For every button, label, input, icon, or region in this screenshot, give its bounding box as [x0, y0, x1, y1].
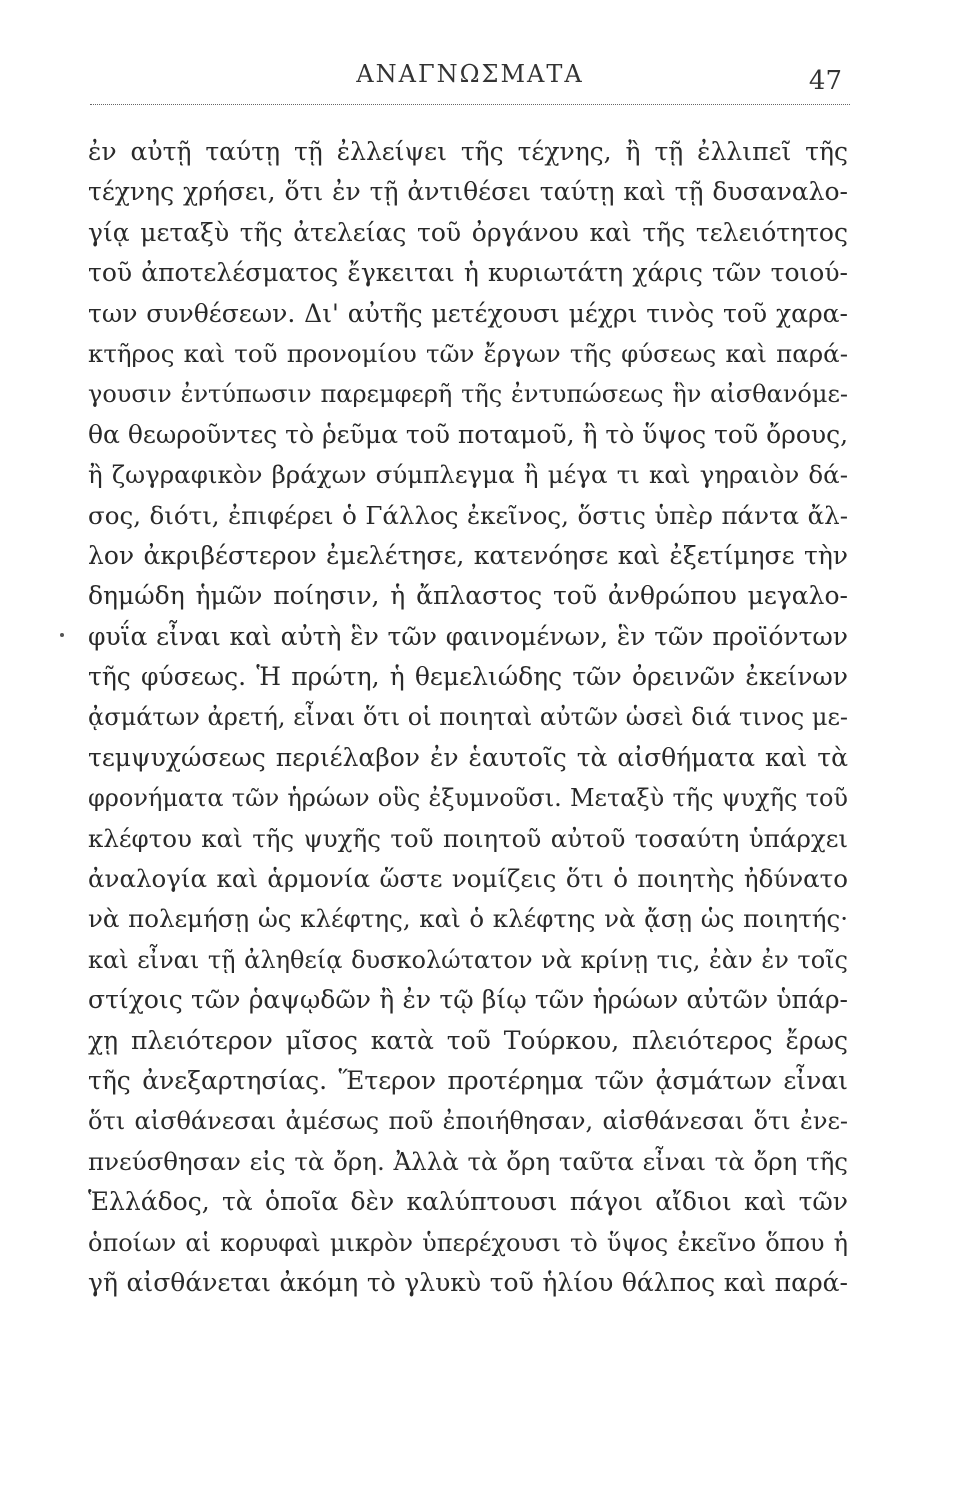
text-line: τεμψυχώσεως περιέλαβον ἐν ἑαυτοῖς τὰ αἰσθήματα καὶ τὰ — [88, 742, 848, 772]
text-line: τῆς φύσεως. Ἡ πρώτη, ἡ θεμελιώδης τῶν ὀρεινῶν ἐκείνων — [88, 662, 848, 692]
text-line: των συνθέσεων. Δι' αὐτῆς μετέχουσι μέχρι τινὸς τοῦ χαρα- — [88, 298, 848, 328]
text-line: ὁποίων αἱ κορυφαὶ μικρὸν ὑπερέχουσι τὸ ὕψος ἐκεῖνο ὅπου ἡ — [88, 1228, 848, 1257]
text-line: δημώδη ἡμῶν ποίησιν, ἡ ἄπλαστος τοῦ ἀνθρώπου μεγαλο- — [88, 581, 848, 611]
text-line: σος, διότι, ἐπιφέρει ὁ Γάλλος ἐκεῖνος, ὅστις ὑπὲρ πάντα ἄλ- — [88, 500, 848, 530]
text-line: ἢ ζωγραφικὸν βράχων σύμπλεγμα ἢ μέγα τι καὶ γηραιὸν δά- — [88, 460, 848, 490]
text-line: καὶ εἶναι τῇ ἀληθείᾳ δυσκολώτατον νὰ κρίνῃ τις, ἐὰν ἐν τοῖς — [88, 945, 848, 974]
text-line: ᾀσμάτων ἀρετή, εἶναι ὅτι οἱ ποιηταὶ αὐτῶν ὡσεὶ διά τινος με- — [88, 703, 848, 732]
text-line: Ἑλλάδος, τὰ ὁποῖα δὲν καλύπτουσι πάγοι αἴδιοι καὶ τῶν — [88, 1187, 848, 1217]
page-number: 47 — [808, 66, 842, 96]
text-line: νὰ πολεμήσῃ ὡς κλέφτης, καὶ ὁ κλέφτης νὰ ᾄσῃ ὡς ποιητής· — [88, 904, 848, 934]
text-line: τέχνης χρήσει, ὅτι ἐν τῇ ἀντιθέσει ταύτῃ καὶ τῇ δυσαναλο- — [88, 177, 848, 207]
margin-mark — [60, 633, 64, 637]
text-line: τῆς ἀνεξαρτησίας. Ἕτερον προτέρημα τῶν ᾀσμάτων εἶναι — [88, 1065, 848, 1095]
text-line: φρονήματα τῶν ἡρώων οὓς ἐξυμνοῦσι. Μεταξὺ τῆς ψυχῆς τοῦ — [88, 784, 848, 813]
header-rule — [90, 104, 850, 105]
running-title: ΑΝΑΓΝΩΣΜΑΤΑ — [356, 60, 584, 88]
text-line: κτῆρος καὶ τοῦ προνομίου τῶν ἔργων τῆς φύσεως καὶ παρά- — [88, 338, 848, 368]
body-text — [88, 132, 848, 1303]
text-line: κλέφτου καὶ τῆς ψυχῆς τοῦ ποιητοῦ αὐτοῦ τοσαύτη ὑπάρχει — [88, 823, 848, 853]
text-line: γίᾳ μεταξὺ τῆς ἀτελείας τοῦ ὀργάνου καὶ τῆς τελειότητος — [88, 217, 848, 247]
text-line: τοῦ ἀποτελέσματος ἔγκειται ἡ κυριωτάτη χάρις τῶν τοιού- — [88, 258, 848, 288]
text-line: φυΐα εἶναι καὶ αὐτὴ ἓν τῶν φαινομένων, ἓν τῶν προϊόντων — [88, 621, 848, 651]
text-line: γουσιν ἐντύπωσιν παρεμφερῆ τῆς ἐντυπώσεως ἣν αἰσθανόμε- — [88, 380, 848, 409]
text-line: λον ἀκριβέστερον ἐμελέτησε, κατενόησε καὶ ἐξετίμησε τὴν — [88, 540, 848, 570]
running-head — [90, 60, 850, 100]
text-line: χῃ πλειότερον μῖσος κατὰ τοῦ Τούρκου, πλειότερος ἔρως — [88, 1025, 848, 1055]
text-line: θα θεωροῦντες τὸ ῥεῦμα τοῦ ποταμοῦ, ἢ τὸ ὕψος τοῦ ὄρους, — [88, 419, 848, 449]
text-line: πνεύσθησαν εἰς τὰ ὄρη. Ἀλλὰ τὰ ὄρη ταῦτα εἶναι τὰ ὄρη τῆς — [88, 1146, 848, 1176]
text-line: στίχοις τῶν ῥαψῳδῶν ἢ ἐν τῷ βίῳ τῶν ἡρώων αὐτῶν ὑπάρ- — [88, 985, 848, 1015]
text-line: γῆ αἰσθάνεται ἀκόμη τὸ γλυκὺ τοῦ ἡλίου θάλπος καὶ παρά- — [88, 1267, 848, 1297]
text-line: ἀναλογία καὶ ἁρμονία ὥστε νομίζεις ὅτι ὁ ποιητὴς ἠδύνατο — [88, 864, 848, 894]
text-line: ὅτι αἰσθάνεσαι ἀμέσως ποῦ ἐποιήθησαν, αἰσθάνεσαι ὅτι ἐνε- — [88, 1107, 848, 1136]
text-line: ἐν αὐτῇ ταύτῃ τῇ ἐλλείψει τῆς τέχνης, ἢ τῇ ἐλλιπεῖ τῆς — [88, 137, 848, 166]
